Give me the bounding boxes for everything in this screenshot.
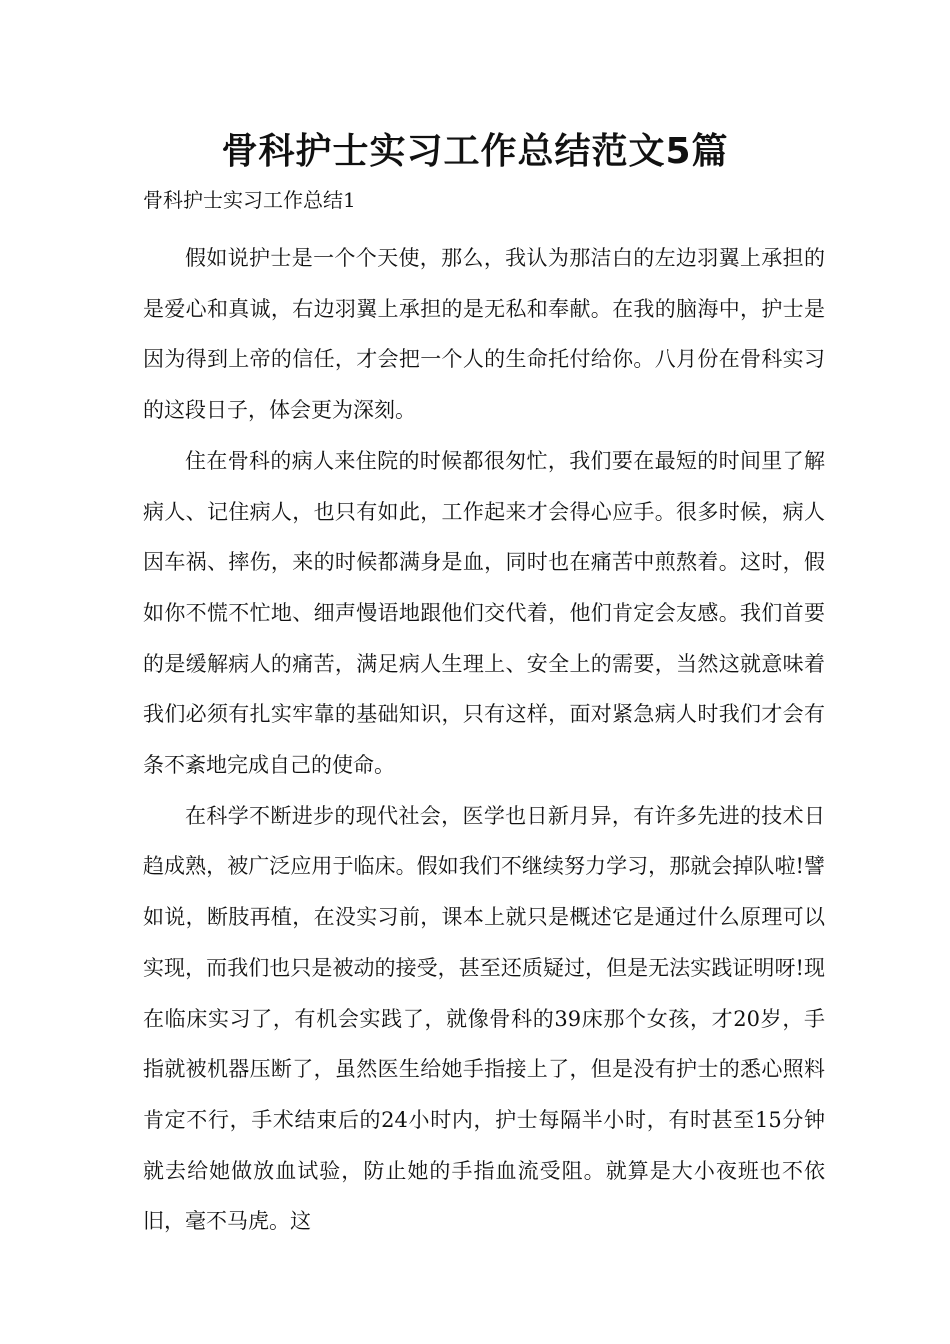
document-body — [143, 233, 825, 1247]
document-title: 骨科护士实习工作总结范文5篇 — [221, 131, 729, 172]
paragraph-3: 在科学不断进步的现代社会，医学也日新月异，有许多先进的技术日趋成熟，被广泛应用于临床。假如我们不继续努力学习，那就会掉队啦!譬如说，断肢再植，在没实习前，课本上就只是概述它是通过什么原理可以实现，而我们也只是被动的接受，甚至还质疑过，但是无法实践证明呀!现在临床实习了，有机会实践了，就像骨科的39床那个女孩，才20岁，手指就被机器压断了，虽然医生给她手指接上了，但是没有护士的悉心照料肯定不行，手术结束后的24小时内，护士每隔半小时，有时甚至15分钟就去给她做放血试验，防止她的手指血流受阻。就算是大小夜班也不依旧，毫不马虎。这 — [143, 803, 825, 1234]
paragraph-2: 住在骨科的病人来住院的时候都很匆忙，我们要在最短的时间里了解病人、记住病人，也只有如此，工作起来才会得心应手。很多时候，病人因车祸、摔伤，来的时候都满身是血，同时也在痛苦中煎熬着。这时，假如你不慌不忙地、细声慢语地跟他们交代着，他们肯定会友感。我们首要的是缓解病人的痛苦，满足病人生理上、安全上的需要，当然这就意味着我们必须有扎实牢靠的基础知识，只有这样，面对紧急病人时我们才会有条不紊地完成自己的使命。 — [143, 448, 825, 778]
section-heading: 骨科护士实习工作总结1 — [143, 188, 356, 212]
paragraph-1: 假如说护士是一个个天使，那么，我认为那洁白的左边羽翼上承担的是爱心和真诚，右边羽翼上承担的是无私和奉献。在我的脑海中，护士是因为得到上帝的信任，才会把一个人的生命托付给你。八月份在骨科实习的这段日子，体会更为深刻。 — [143, 246, 825, 423]
